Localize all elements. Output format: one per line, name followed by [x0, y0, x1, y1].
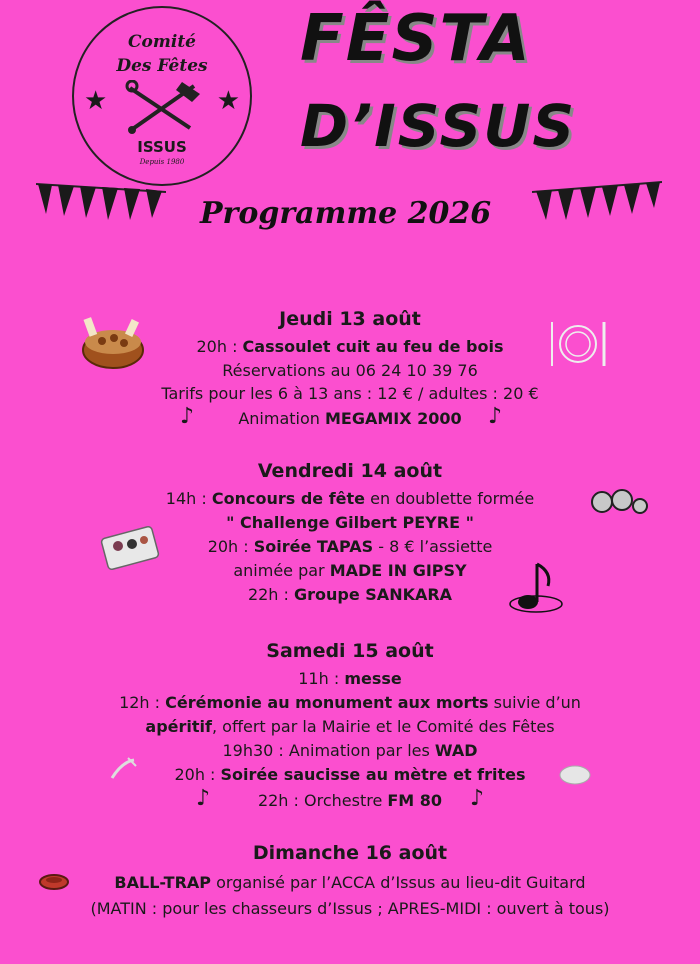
committee-logo [72, 6, 252, 186]
day-heading-sunday: Dimanche 16 août [252, 842, 448, 864]
music-note-icon [506, 558, 566, 616]
day-heading-saturday: Samedi 15 août [266, 640, 434, 662]
petanque-balls-icon [590, 480, 650, 520]
sun-line-2: (MATIN : pour les chasseurs d’Issus ; APRES-MIDI : ouvert à tous) [90, 899, 610, 918]
bunting-left [36, 178, 166, 224]
title-dissus: D’ISSUS [300, 92, 577, 160]
sat-line-4: 19h30 : Animation par les WAD [222, 741, 478, 760]
fries-icon [558, 760, 592, 786]
logo-text-since: Depuis 1980 [139, 158, 185, 166]
star-icon: ★ [84, 86, 108, 116]
sun-line-1: BALL-TRAP organisé par l’ACCA d’Issus au lieu-dit Guitard [114, 873, 586, 892]
logo-text-comite: Comité [128, 32, 196, 52]
thu-line-3: Tarifs pour les 6 à 13 ans : 12 € / adultes : 20 € [161, 384, 539, 403]
sat-line-5: 20h : Soirée saucisse au mètre et frites [174, 765, 526, 784]
fri-line-1: 14h : Concours de fête en doublette formée [165, 489, 535, 508]
music-note-icon: ♪ [488, 404, 503, 429]
day-heading-thursday: Jeudi 13 août [279, 308, 421, 330]
thu-line-1: 20h : Cassoulet cuit au feu de bois [196, 337, 504, 356]
music-note-icon: ♪ [470, 786, 485, 811]
bbq-tools-icon [122, 80, 202, 136]
cassoulet-icon [78, 312, 148, 374]
tapas-plate-icon [100, 522, 160, 572]
sausage-fork-icon [108, 756, 138, 782]
sat-line-1: 11h : messe [298, 669, 402, 688]
bunting-right [532, 178, 662, 224]
sat-line-2: 12h : Cérémonie au monument aux morts suivie d’un [119, 693, 581, 712]
thu-line-2: Réservations au 06 24 10 39 76 [222, 361, 478, 380]
logo-text-des-fetes: Des Fêtes [116, 56, 208, 76]
programme-subtitle: Programme 2026 [200, 196, 492, 231]
fri-line-5: 22h : Groupe SANKARA [247, 585, 453, 604]
fri-line-4: animée par MADE IN GIPSY [233, 561, 467, 580]
plate-cutlery-icon [548, 318, 608, 370]
clay-pigeon-icon [38, 872, 70, 892]
day-heading-friday: Vendredi 14 août [257, 460, 443, 482]
fri-line-3: 20h : Soirée TAPAS - 8 € l’assiette [207, 537, 493, 556]
fri-line-2: " Challenge Gilbert PEYRE " [226, 513, 474, 532]
sat-line-3: apéritif, offert par la Mairie et le Comité des Fêtes [145, 717, 555, 736]
sat-line-6: 22h : Orchestre FM 80 [257, 791, 443, 810]
thu-line-4: Animation MEGAMIX 2000 [238, 409, 462, 428]
logo-text-issus: ISSUS [137, 138, 187, 156]
music-note-icon: ♪ [180, 404, 195, 429]
music-note-icon: ♪ [196, 786, 211, 811]
star-icon: ★ [216, 86, 240, 116]
title-festa: FÊSTA [300, 2, 532, 76]
